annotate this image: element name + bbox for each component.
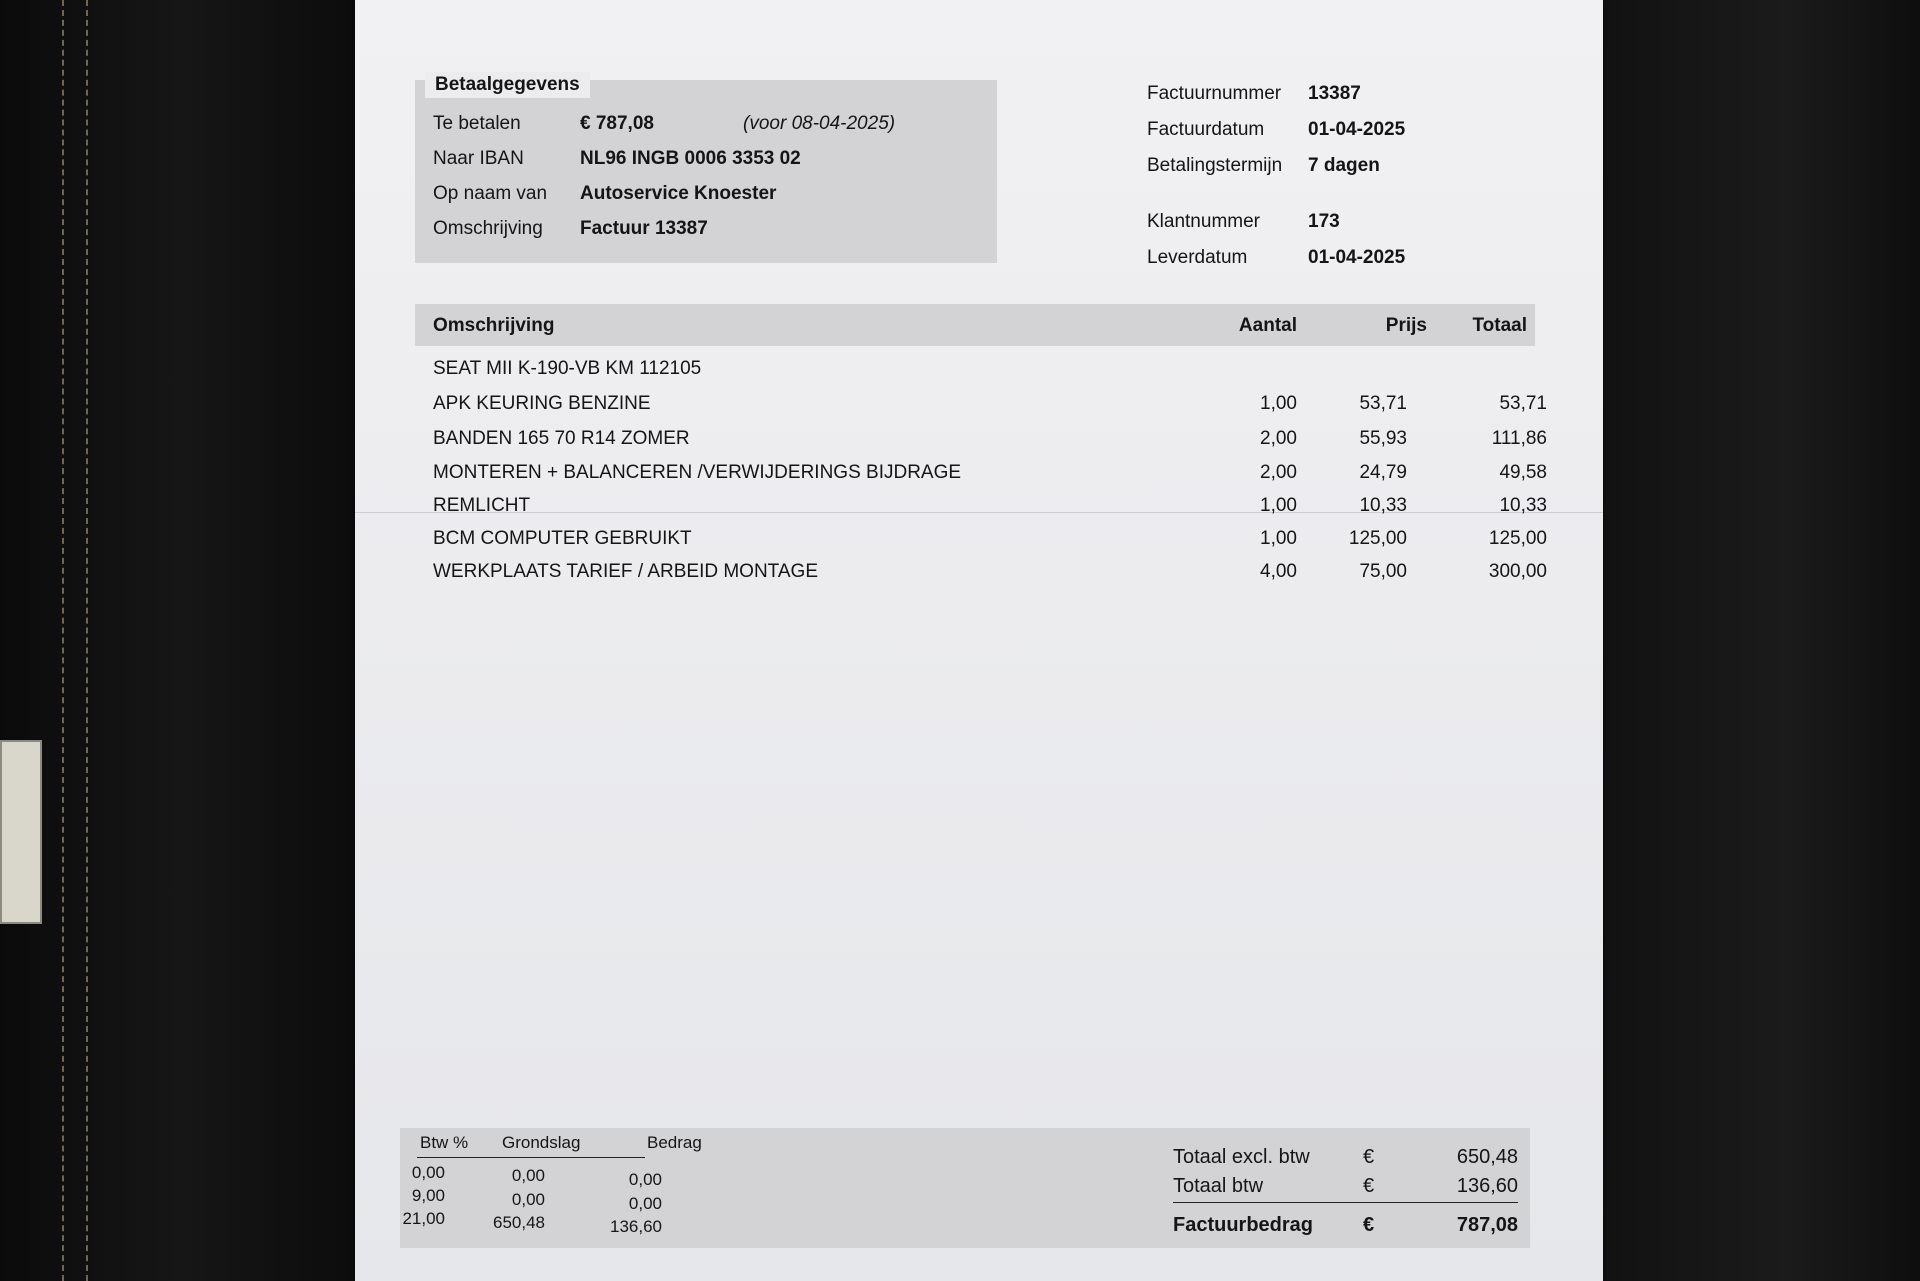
item-total: 49,58 xyxy=(1499,462,1547,483)
meta-value: 173 xyxy=(1308,211,1340,232)
table-row xyxy=(433,358,1541,386)
payment-due-note: (voor 08-04-2025) xyxy=(743,113,896,134)
payment-details-title: Betaalgegevens xyxy=(425,72,590,98)
vat-rate: 21,00 xyxy=(402,1209,445,1228)
item-qty: 1,00 xyxy=(1260,393,1297,414)
meta-label: Klantnummer xyxy=(1147,211,1260,232)
meta-invoice-date xyxy=(1147,119,1477,147)
item-price: 10,33 xyxy=(1359,495,1407,516)
header-total: Totaal xyxy=(1472,315,1527,336)
item-description: WERKPLAATS TARIEF / ARBEID MONTAGE xyxy=(433,561,818,582)
item-qty: 4,00 xyxy=(1260,561,1297,582)
vat-rate: 9,00 xyxy=(411,1186,445,1205)
payment-label: Naar IBAN xyxy=(433,148,524,169)
table-row xyxy=(433,393,1547,421)
invoice-paper xyxy=(355,0,1603,1281)
item-price: 55,93 xyxy=(1359,428,1407,449)
stitching-line xyxy=(62,0,64,1281)
table-row xyxy=(433,495,1547,523)
payment-label: Omschrijving xyxy=(433,218,543,239)
meta-value: 7 dagen xyxy=(1308,155,1380,176)
item-total: 111,86 xyxy=(1491,428,1547,449)
payment-row-description xyxy=(433,218,993,246)
total-label: Totaal excl. btw xyxy=(1173,1146,1310,1168)
item-total: 53,71 xyxy=(1499,393,1547,414)
item-price: 53,71 xyxy=(1359,393,1407,414)
stitching-line xyxy=(86,0,88,1281)
payment-value: Factuur 13387 xyxy=(580,218,708,239)
payment-value: Autoservice Knoester xyxy=(580,183,777,204)
total-value: 787,08 xyxy=(1456,1214,1518,1236)
item-price: 24,79 xyxy=(1359,462,1407,483)
item-total: 10,33 xyxy=(1499,495,1547,516)
item-description: REMLICHT xyxy=(433,495,531,516)
header-description: Omschrijving xyxy=(433,315,555,336)
item-qty: 1,00 xyxy=(1260,528,1297,549)
meta-customer-number xyxy=(1147,211,1477,239)
total-value: 136,60 xyxy=(1456,1175,1518,1197)
meta-value: 13387 xyxy=(1308,83,1361,104)
header-qty: Aantal xyxy=(1238,315,1297,336)
item-description: SEAT MII K-190-VB KM 112105 xyxy=(433,358,702,379)
item-price: 125,00 xyxy=(1348,528,1407,549)
fabric-tag xyxy=(0,740,42,924)
meta-payment-term xyxy=(1147,155,1477,183)
total-value: 650,48 xyxy=(1456,1146,1518,1168)
total-vat-row xyxy=(1173,1175,1533,1203)
payment-row-amount xyxy=(433,113,993,141)
vat-base: 0,00 xyxy=(511,1190,545,1209)
vat-amount: 0,00 xyxy=(628,1170,662,1189)
item-description: BCM COMPUTER GEBRUIKT xyxy=(433,528,692,549)
meta-label: Betalingstermijn xyxy=(1147,155,1283,176)
vat-base: 0,00 xyxy=(511,1166,545,1185)
payment-row-iban xyxy=(433,148,993,176)
items-table-header xyxy=(415,304,1535,346)
meta-invoice-number xyxy=(1147,83,1477,111)
item-qty: 2,00 xyxy=(1260,462,1297,483)
meta-label: Factuurdatum xyxy=(1147,119,1265,140)
total-excl-vat-row xyxy=(1173,1146,1533,1174)
meta-value: 01-04-2025 xyxy=(1308,247,1406,268)
background-fabric-left xyxy=(0,0,360,1281)
item-description: BANDEN 165 70 R14 ZOMER xyxy=(433,428,690,449)
totals-rule xyxy=(1173,1202,1518,1203)
meta-label: Leverdatum xyxy=(1147,247,1248,268)
header-price: Prijs xyxy=(1385,315,1427,336)
background-fabric-right xyxy=(1590,0,1920,1281)
vat-amount: 0,00 xyxy=(628,1194,662,1213)
item-price: 75,00 xyxy=(1359,561,1407,582)
meta-delivery-date xyxy=(1147,247,1477,275)
payment-value: € 787,08 xyxy=(580,113,654,134)
meta-value: 01-04-2025 xyxy=(1308,119,1406,140)
vat-rate: 0,00 xyxy=(411,1163,445,1182)
invoice-amount-row xyxy=(1173,1214,1533,1242)
table-row xyxy=(433,462,1547,490)
item-total: 300,00 xyxy=(1488,561,1547,582)
vat-header-rule xyxy=(417,1157,645,1158)
vat-header-base: Grondslag xyxy=(502,1133,581,1152)
currency-symbol: € xyxy=(1363,1175,1375,1197)
item-total: 125,00 xyxy=(1488,528,1547,549)
total-label: Factuurbedrag xyxy=(1173,1214,1314,1236)
meta-label: Factuurnummer xyxy=(1147,83,1282,104)
item-description: APK KEURING BENZINE xyxy=(433,393,651,414)
currency-symbol: € xyxy=(1363,1214,1375,1236)
vat-header-amount: Bedrag xyxy=(647,1133,702,1152)
payment-label: Op naam van xyxy=(433,183,548,204)
total-label: Totaal btw xyxy=(1173,1175,1264,1197)
item-description: MONTEREN + BALANCEREN /VERWIJDERINGS BIJDRAGE xyxy=(433,462,962,483)
payment-row-name xyxy=(433,183,993,211)
table-row xyxy=(433,561,1547,589)
item-qty: 2,00 xyxy=(1260,428,1297,449)
currency-symbol: € xyxy=(1363,1146,1375,1168)
vat-base: 650,48 xyxy=(493,1213,545,1232)
payment-label: Te betalen xyxy=(433,113,521,134)
item-qty: 1,00 xyxy=(1260,495,1297,516)
table-row xyxy=(433,528,1547,556)
vat-amount: 136,60 xyxy=(610,1217,662,1236)
table-row xyxy=(433,428,1547,456)
payment-value: NL96 INGB 0006 3353 02 xyxy=(580,148,801,169)
vat-header-rate: Btw % xyxy=(420,1133,469,1152)
